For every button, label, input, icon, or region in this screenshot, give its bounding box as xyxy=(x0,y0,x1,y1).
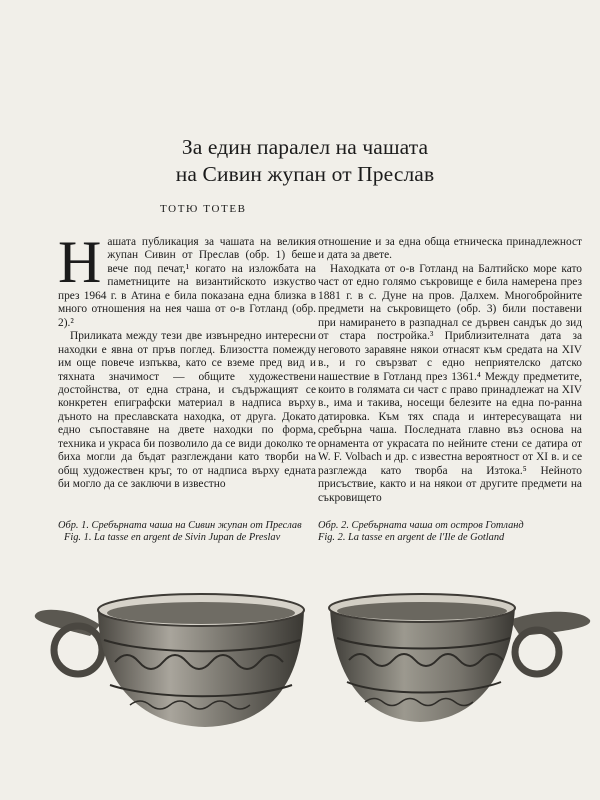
figure-2-photo xyxy=(315,570,600,735)
right-column xyxy=(318,236,582,505)
page-title xyxy=(130,134,480,188)
paragraph-2: Приликата между тези две извънредно интересни находки е явна от пръв поглед. Близостта помежду им още повече изпъква, като се вземе пред вид и тяхната значимост — общите художествени достойнства, от една страна, и съдържащият се конкретен епиграфски материал в надписа върху дъното на преславската находка, от друга. Докато едно съпоставяне на двете находки по форма, техника и украса би позволило да се види доколко те биха могли да бъдат разглеждани като творби на общ художествен кръг, то от надписа върху едната би могло да се заключи в известно xyxy=(58,330,316,491)
paragraph-continued: отношение и за една обща етническа принадлежност и дата за двете. xyxy=(318,236,582,262)
silver-cup-photo-icon xyxy=(20,570,320,735)
drop-cap: Н xyxy=(58,229,102,295)
silver-cup-photo-icon xyxy=(315,570,600,735)
author: ТОТЮ ТОТЕВ xyxy=(160,203,247,215)
figure-2-caption-bg: Обр. 2. Сребърната чаша от остров Готланд xyxy=(318,520,524,531)
paragraph-1 xyxy=(58,229,316,330)
left-column xyxy=(58,229,316,492)
figure-2-caption-fr: Fig. 2. La tasse en argent de l'Ile de Gotland xyxy=(318,532,505,544)
figure-2-caption xyxy=(318,520,582,545)
figure-1-photo xyxy=(20,570,320,735)
figure-1-caption xyxy=(58,520,320,545)
title-line-1: За един паралел на чашата xyxy=(181,135,429,159)
figure-1-caption-bg: Обр. 1. Сребърната чаша на Сивин жупан от Преслав xyxy=(58,520,302,531)
title-line-2: на Сивин жупан от Преслав xyxy=(175,162,435,186)
paragraph-1-text: ашата публикация за чашата на великия жупан Сивин от Преслав (обр. 1) беше вече под печат,¹ когато на изложбата на паметниците на византийското изкуство през 1964 г. в Атина е била показана една близка в много отношения на нея чаша от о-в Готланд (обр. 2).² xyxy=(58,236,316,329)
figure-1-caption-fr: Fig. 1. La tasse en argent de Sivin Jupan de Preslav xyxy=(64,532,281,544)
paragraph-gotland: Находката от о-в Готланд на Балтийско море като част от едно голямо съкровище е била намерена през 1881 г. в с. Дуне на пров. Далхем. Многобройните предмети на съкровището (обр. 3) били поставени при намирането в разпаднал се дървен сандък до зид от стара постройка.³ Приблизителната дата за неговото заравяне някои отнасят към средата на XIV в., и го свързват с едно неприятелско датско нашествие в Готланд през 1361.⁴ Между предметите, които в голямата си част с право принадлежат на XIV в., има и такива, носещи белезите на една по-ранна датировка. Към тях спада и интересуващата ни сребърна чаша. Последната главно въз основа на орнамента от украсата по нейните стени се датира от W. F. Volbach и др. с известна вероятност от XI в. и се разглежда като творба на Изтока.⁵ Нейното присъствие, както и на някои от другите предмети на съкровището xyxy=(318,262,582,504)
